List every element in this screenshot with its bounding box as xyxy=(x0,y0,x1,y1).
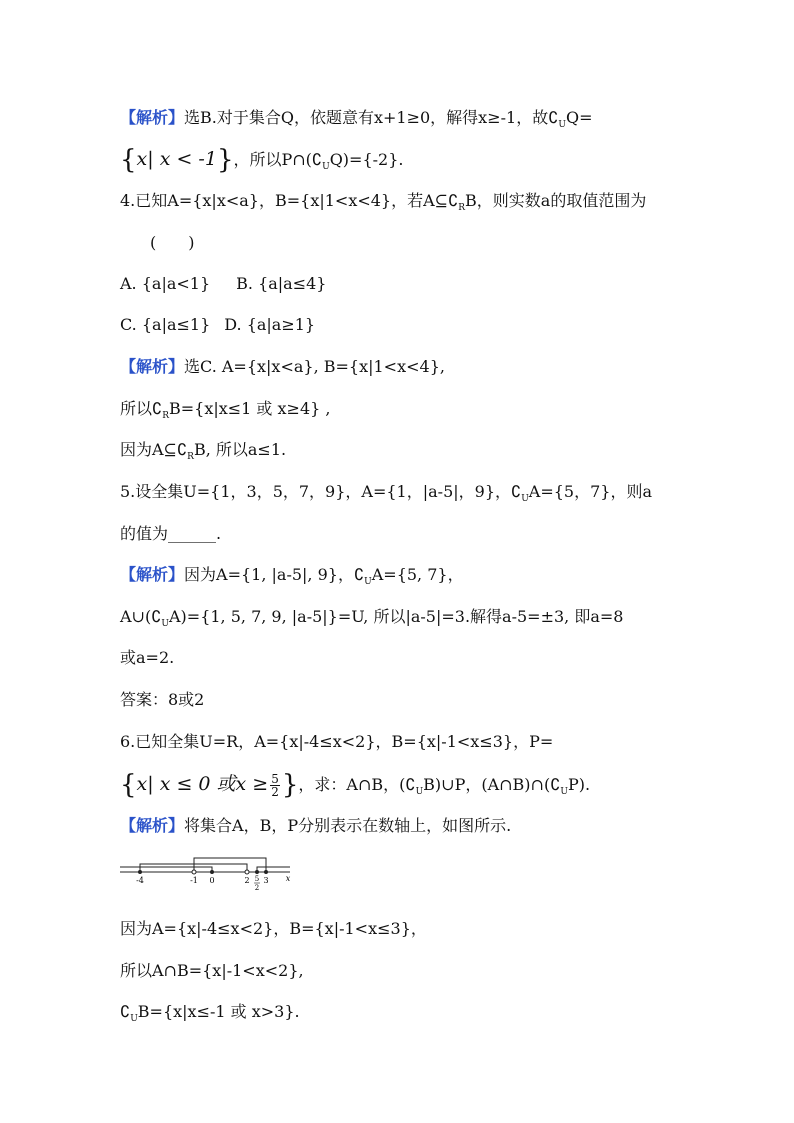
tick-label: 3 xyxy=(263,876,269,885)
option-d: D. {a|a≥1} xyxy=(224,315,316,334)
tick-label: 0 xyxy=(209,876,215,885)
point-3 xyxy=(264,870,268,874)
q6-solution-line2: 因为A={x|-4≤x<2}，B={x|-1<x≤3}， xyxy=(120,919,427,938)
point-2 xyxy=(245,870,249,874)
point-neg1 xyxy=(192,870,196,874)
q6-solution-line1: 【解析】将集合A，B，P分别表示在数轴上，如图所示. xyxy=(120,816,512,835)
q3-solution-line2: {x| x < -1}，所以$P\cap(∁_UQ)=\{-2\}$. xyxy=(120,145,404,175)
q4-options-row2 xyxy=(120,313,315,337)
solution-tag: 【解析】 xyxy=(120,357,185,376)
tick-label-frac-den: 2 xyxy=(254,884,260,892)
set-p-left-bracket xyxy=(120,867,212,872)
q4-answer-paren: ( ) xyxy=(150,233,195,252)
q5-solution-line2: $A\cup(∁_UA)=\{1$, 5, 7, 9, |a-5|}=U, 所以|a-5|=3.解得a-5=±3, 即a=8 xyxy=(120,607,624,630)
q4-options-row1 xyxy=(120,272,326,296)
q4-solution-line1: 【解析】选C. A={x|x<a}, B={x|1<x<4}, xyxy=(120,357,445,376)
q4-stem: 4.已知A={x|x<a}，B={x|1<x<4}，若$A⊆∁_RB$，则实数a的取值范围为 xyxy=(120,191,647,214)
number-line-figure xyxy=(118,850,298,900)
option-a: A. {a|a<1} xyxy=(120,274,211,293)
tick-label: 2 xyxy=(244,876,250,885)
set-p-right-bracket xyxy=(257,867,290,872)
solution-tag: 【解析】 xyxy=(120,565,185,584)
q6-stem-line2: {x| x ≤ 0 或x ≥ $\frac{5}{2}$ }，求：A∩B，$(∁_UB)\cup P$，$(A\cap B)\cap(∁_UP)$. xyxy=(120,770,591,800)
q5-answer: 答案：8或2 xyxy=(120,690,205,709)
set-b-bracket xyxy=(194,858,266,872)
q5-stem-line1: 5.设全集U={1，3，5，7，9}，A={1，|a-5|，9}，$∁_UA=\{5$，7}，则a xyxy=(120,482,653,505)
axis-label: x xyxy=(285,874,291,883)
tick-label-frac-num: 5 xyxy=(254,875,260,883)
q4-solution-line2: 所以$∁_RB=\{x|x\le 1$ 或 x≥4} , xyxy=(120,399,331,422)
q6-solution-line3: 所以A∩B={x|-1<x<2}, xyxy=(120,961,304,980)
tick-label: -4 xyxy=(136,876,144,885)
option-c: C. {a|a≤1} xyxy=(120,315,211,334)
q3-solution-line1: 【解析】选B.对于集合Q，依题意有x+1≥0，解得x≥-1，故$∁_UQ=$ xyxy=(120,108,593,131)
q5-stem-line2: 的值为______. xyxy=(120,524,222,543)
solution-tag: 【解析】 xyxy=(120,816,185,835)
point-5-2 xyxy=(255,870,259,874)
solution-tag: 【解析】 xyxy=(120,108,185,127)
tick-label: -1 xyxy=(190,876,198,885)
q6-stem-line1: 6.已知全集U=R，A={x|-4≤x<2}，B={x|-1<x≤3}，P= xyxy=(120,732,554,751)
option-b: B. {a|a≤4} xyxy=(236,274,327,293)
q6-solution-line4: $∁_UB=\{x|x\le-1$ 或 x>3}. xyxy=(120,1002,300,1025)
set-notation: {x| x < -1} xyxy=(120,145,234,175)
point-0 xyxy=(210,870,214,874)
set-notation: {x| x ≤ 0 或x ≥ $\frac{5}{2}$ } xyxy=(120,770,299,800)
q3-solution-text: 选B.对于集合Q，依题意有x+1≥0，解得x≥-1，故 xyxy=(184,108,549,127)
q5-solution-line1: 【解析】因为A={1, |a-5|, 9}，$∁_UA=\{5$, 7}， xyxy=(120,565,464,588)
point-neg4 xyxy=(138,870,142,874)
q5-solution-line3: 或a=2. xyxy=(120,648,175,667)
q4-solution-line3: 因为$A⊆∁_RB$, 所以a≤1. xyxy=(120,440,287,463)
